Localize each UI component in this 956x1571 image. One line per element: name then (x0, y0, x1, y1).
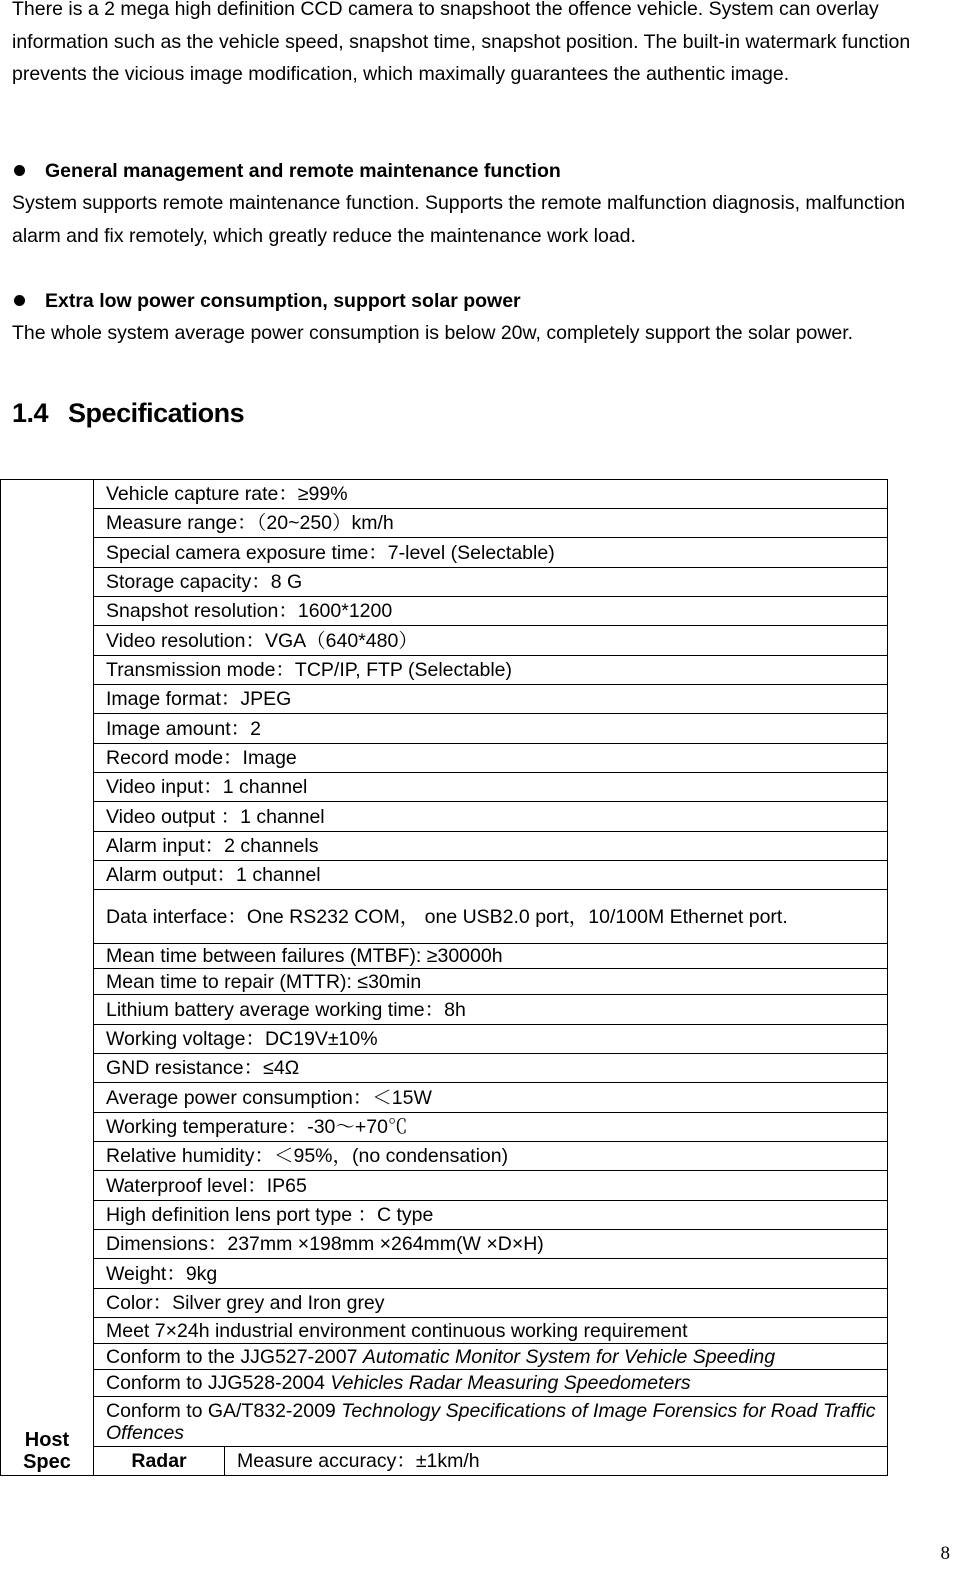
spec-row (1, 1230, 888, 1259)
spec-row (1, 597, 888, 626)
spec-row (1, 714, 888, 744)
specifications-table (0, 479, 888, 1476)
radar-row (1, 1447, 888, 1476)
section-heading (12, 398, 244, 429)
spec-row (1, 802, 888, 832)
spec-row (1, 1142, 888, 1171)
radar-label: Radar (94, 1447, 225, 1476)
radar-measure-accuracy: Measure accuracy：±1km/h (225, 1447, 888, 1476)
spec-cell (94, 1397, 888, 1447)
spec-cell: Special camera exposure time：7-level (Selectable) (94, 538, 888, 568)
specifications-table-body (1, 480, 888, 1476)
spec-row (1, 1318, 888, 1344)
spec-cell: Video output ：1 channel (94, 802, 888, 832)
bullet-heading-low-power (12, 288, 521, 314)
spec-row (1, 1025, 888, 1054)
spec-row (1, 832, 888, 861)
bullet-heading-remote-maintenance (12, 158, 561, 184)
bullet-body-low-power: The whole system average power consumption is below 20w, completely support the solar power. (12, 322, 854, 344)
spec-cell: Alarm output：1 channel (94, 861, 888, 890)
spec-cell: Dimensions：237mm ×198mm ×264mm(W ×D×H) (94, 1230, 888, 1259)
bullet-dot (14, 165, 25, 176)
bullet-heading-text: General management and remote maintenance function (45, 160, 561, 182)
spec-row (1, 890, 888, 944)
host-spec-label-line1: Host (24, 1429, 70, 1451)
spec-cell: Video resolution：VGA（640*480） (94, 626, 888, 656)
spec-standard-title: Technology Specifications of Image Forensics for Road Traffic Offences (106, 1399, 876, 1444)
spec-cell: Image amount：2 (94, 714, 888, 744)
spec-row (1, 773, 888, 802)
spec-row (1, 509, 888, 538)
spec-cell (94, 1370, 888, 1397)
host-spec-label-line2: Spec (23, 1451, 71, 1473)
spec-row (1, 944, 888, 969)
spec-row (1, 1259, 888, 1289)
spec-row (1, 1289, 888, 1318)
spec-row (1, 861, 888, 890)
spec-row (1, 568, 888, 597)
spec-row (1, 656, 888, 685)
spec-standard-title: Vehicles Radar Measuring Speedometers (330, 1372, 691, 1394)
spec-cell: Color：Silver grey and Iron grey (94, 1289, 888, 1318)
spec-cell: GND resistance：≤4Ω (94, 1054, 888, 1083)
spec-cell: Meet 7×24h industrial environment continuous working requirement (94, 1318, 888, 1344)
spec-cell: Average power consumption：＜15W (94, 1083, 888, 1113)
spec-cell: Mean time between failures (MTBF): ≥30000h (94, 944, 888, 969)
spec-cell: Mean time to repair (MTTR): ≤30min (94, 969, 888, 995)
spec-row (1, 1397, 888, 1447)
spec-cell: Data interface：One RS232 COM， one USB2.0 port，10/100M Ethernet port. (94, 890, 888, 944)
spec-cell: Snapshot resolution：1600*1200 (94, 597, 888, 626)
spec-cell: Working voltage：DC19V±10% (94, 1025, 888, 1054)
intro-paragraph: There is a 2 mega high definition CCD camera to snapshoot the offence vehicle. System can overlay information such as the vehicle speed, snapshot time, snapshot position. The built-in watermark function prevents the vicious image modification, which maximally guarantees the authentic image. (12, 0, 911, 85)
page-number: 8 (940, 1543, 950, 1564)
spec-row (1, 538, 888, 568)
spec-row (1, 1171, 888, 1201)
bullet-dot (14, 295, 25, 306)
spec-cell: Alarm input：2 channels (94, 832, 888, 861)
spec-cell: High definition lens port type ：C type (94, 1201, 888, 1230)
spec-cell: Record mode：Image (94, 744, 888, 773)
section-number: 1.4 (12, 398, 49, 428)
section-title: Specifications (68, 398, 245, 428)
bullet-heading-text: Extra low power consumption, support solar power (45, 290, 521, 312)
spec-row (1, 1370, 888, 1397)
spec-cell: Measure range：（20~250）km/h (94, 509, 888, 538)
spec-row (1, 685, 888, 714)
spec-row (1, 995, 888, 1025)
spec-row (1, 1201, 888, 1230)
bullet-body-remote-maintenance: System supports remote maintenance function. Supports the remote malfunction diagnosis, malfunction alarm and fix remotely, which greatly reduce the maintenance work load. (12, 192, 906, 247)
spec-standard-title: Automatic Monitor System for Vehicle Speeding (362, 1345, 776, 1368)
spec-cell: Waterproof level：IP65 (94, 1171, 888, 1201)
spec-cell: Relative humidity：＜95%，(no condensation) (94, 1142, 888, 1171)
spec-cell: Weight：9kg (94, 1259, 888, 1289)
spec-cell: Transmission mode：TCP/IP, FTP (Selectable) (94, 656, 888, 685)
spec-cell: Working temperature：-30～+70℃ (94, 1113, 888, 1142)
spec-row (1, 969, 888, 995)
spec-row (1, 626, 888, 656)
spec-row (1, 1054, 888, 1083)
spec-row (1, 480, 888, 509)
spec-cell: Vehicle capture rate：≥99% (94, 480, 888, 509)
spec-cell: Video input：1 channel (94, 773, 888, 802)
spec-cell: Lithium battery average working time：8h (94, 995, 888, 1025)
host-spec-label (1, 480, 94, 1476)
spec-standard-code: Conform to the JJG527-2007 (106, 1345, 363, 1368)
spec-standard-code: Conform to GA/T832-2009 (106, 1399, 342, 1422)
spec-row (1, 744, 888, 773)
spec-standard-code: Conform to JJG528-2004 (106, 1372, 331, 1394)
spec-cell (94, 1344, 888, 1370)
spec-cell: Image format：JPEG (94, 685, 888, 714)
spec-row (1, 1083, 888, 1113)
spec-row (1, 1113, 888, 1142)
spec-row (1, 1344, 888, 1370)
spec-cell: Storage capacity：8 G (94, 568, 888, 597)
